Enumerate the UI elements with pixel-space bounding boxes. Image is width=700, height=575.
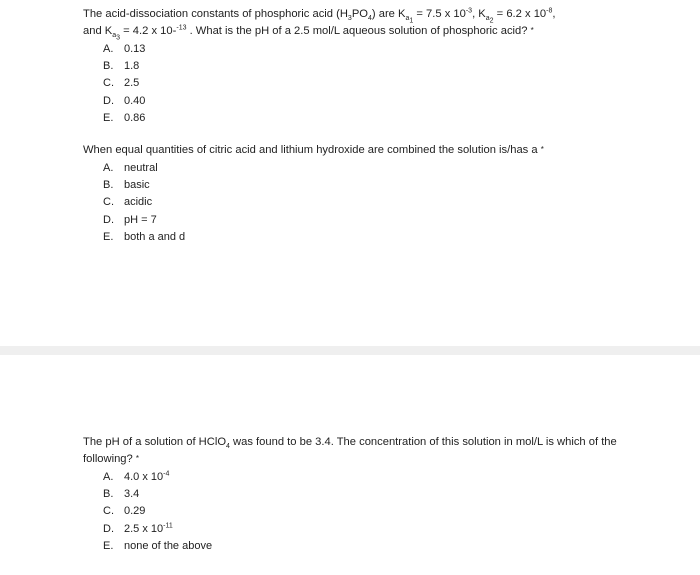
option-item[interactable]: [103, 229, 628, 246]
question-1-prompt: The acid-dissociation constants of phosphoric acid $(H_3PO_4)$ are $K_{a_1} = 7.5$ x $10^{-3}$, $K_{a_2} = 6.2$ x $10^{-8}$, and $K_{a_3} = 4.2$ x 10-$^{-13}$ . What is the pH of a 2.5 mol/L aqueous solution of phosphoric acid? *: [83, 7, 556, 42]
question-1: [83, 6, 628, 127]
option-item[interactable]: [103, 521, 628, 538]
required-asterisk: *: [530, 26, 534, 35]
option-letter: C.: [103, 196, 114, 209]
option-text: 4.0 x $10^{-4}$: [124, 470, 170, 483]
option-text: both a and d: [124, 230, 186, 243]
option-text: 0.86: [124, 111, 146, 124]
option-letter: B.: [103, 179, 114, 192]
question-2-prompt: When equal quantities of citric acid and lithium hydroxide are combined the solution is/has a *: [83, 144, 544, 156]
option-text: pH = 7: [124, 213, 157, 226]
question-3-options: [103, 469, 628, 555]
option-text: 3.4: [124, 488, 140, 501]
question-3-prompt: The pH of a solution of HClO$_4$ was found to be 3.4. The concentration of this solution in mol/L is which of the following? *: [83, 436, 617, 465]
question-2: [83, 142, 628, 246]
option-item[interactable]: [103, 486, 628, 503]
option-letter: D.: [103, 522, 114, 535]
option-item[interactable]: [103, 160, 628, 177]
option-text: acidic: [124, 196, 153, 209]
option-item[interactable]: [103, 58, 628, 75]
option-item[interactable]: [103, 93, 628, 110]
option-text: 2.5: [124, 77, 140, 90]
option-item[interactable]: [103, 75, 628, 92]
option-letter: C.: [103, 77, 114, 90]
option-letter: B.: [103, 60, 114, 73]
option-text: none of the above: [124, 539, 213, 552]
required-asterisk: *: [540, 145, 544, 154]
option-letter: A.: [103, 162, 114, 174]
option-letter: A.: [103, 471, 114, 483]
option-text: 1.8: [124, 60, 140, 73]
question-3: [83, 434, 628, 555]
option-text: 0.13: [124, 43, 146, 55]
option-item[interactable]: [103, 503, 628, 520]
option-text: neutral: [124, 162, 158, 174]
option-letter: C.: [103, 505, 114, 518]
option-letter: D.: [103, 94, 114, 107]
option-item[interactable]: [103, 177, 628, 194]
option-text: 0.40: [124, 94, 146, 107]
option-letter: D.: [103, 213, 114, 226]
option-item[interactable]: [103, 538, 628, 555]
option-item[interactable]: [103, 469, 628, 486]
option-letter: B.: [103, 488, 114, 501]
question-1-options: [103, 41, 628, 127]
question-2-options: [103, 160, 628, 246]
option-letter: E.: [103, 111, 114, 124]
option-item[interactable]: [103, 212, 628, 229]
option-item[interactable]: [103, 194, 628, 211]
option-item[interactable]: [103, 110, 628, 127]
option-text: 2.5 x $10^{-11}$: [124, 521, 173, 535]
option-item[interactable]: [103, 41, 628, 58]
option-letter: A.: [103, 43, 114, 55]
form-section-2: [0, 355, 700, 575]
option-text: basic: [124, 179, 150, 192]
required-asterisk: *: [135, 454, 139, 463]
option-letter: E.: [103, 230, 114, 243]
option-text: 0.29: [124, 505, 146, 518]
section-divider: [0, 346, 700, 355]
option-letter: E.: [103, 539, 114, 552]
